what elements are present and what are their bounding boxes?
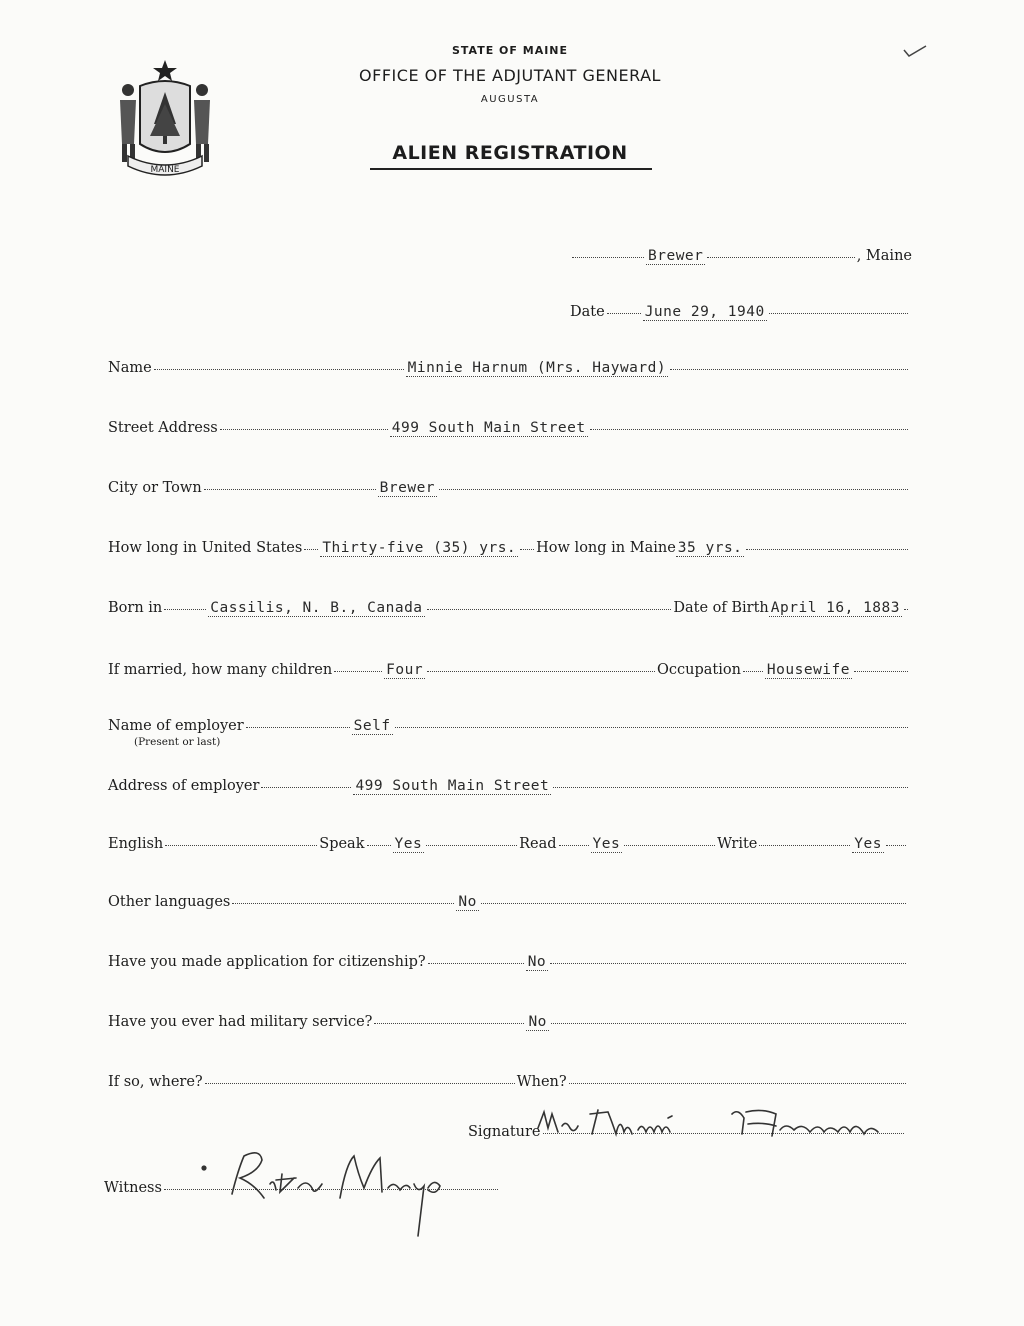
signature-label: Signature bbox=[468, 1124, 541, 1140]
military-row bbox=[108, 1014, 908, 1031]
born-value: Cassilis, N. B., Canada bbox=[210, 600, 423, 616]
military-label: Have you ever had military service? bbox=[108, 1014, 373, 1030]
english-read-label: Read bbox=[519, 836, 557, 852]
how-long-us-label: How long in United States bbox=[108, 540, 303, 556]
english-label: English bbox=[108, 836, 164, 852]
employer-row bbox=[108, 718, 910, 735]
place-suffix: , Maine bbox=[856, 248, 912, 264]
how-long-us-value: Thirty-five (35) yrs. bbox=[322, 540, 517, 556]
dob-value: April 16, 1883 bbox=[770, 600, 900, 616]
date-value: June 29, 1940 bbox=[644, 304, 765, 320]
svg-text:MAINE: MAINE bbox=[150, 165, 180, 175]
when-label: When? bbox=[516, 1074, 567, 1090]
header-city: AUGUSTA bbox=[480, 94, 540, 105]
employer-address-row bbox=[108, 778, 910, 795]
how-long-maine-value: 35 yrs. bbox=[677, 540, 743, 556]
witness-label: Witness bbox=[104, 1180, 162, 1196]
maine-state-seal bbox=[110, 52, 220, 182]
citizenship-row bbox=[108, 954, 908, 971]
date-row bbox=[570, 304, 910, 321]
english-speak-value: Yes bbox=[394, 836, 423, 852]
place-value: Brewer bbox=[648, 248, 704, 264]
born-label: Born in bbox=[108, 600, 163, 616]
employer-label: Name of employer bbox=[108, 718, 244, 734]
occupation-label: Occupation bbox=[656, 662, 741, 678]
street-label: Street Address bbox=[108, 420, 218, 436]
other-languages-value: No bbox=[458, 894, 477, 910]
citizenship-value: No bbox=[527, 954, 547, 970]
street-row bbox=[108, 420, 910, 437]
residence-duration-row bbox=[108, 540, 910, 557]
where-label: If so, where? bbox=[108, 1074, 203, 1090]
city-value: Brewer bbox=[379, 480, 436, 496]
english-write-label: Write bbox=[717, 836, 758, 852]
employer-address-label: Address of employer bbox=[108, 778, 260, 794]
title-underline bbox=[370, 168, 652, 170]
name-label: Name bbox=[108, 360, 152, 376]
place-row bbox=[570, 248, 912, 265]
english-write-value: Yes bbox=[854, 836, 882, 852]
employer-sublabel: (Present or last) bbox=[134, 736, 221, 748]
date-label: Date bbox=[570, 304, 605, 320]
citizenship-label: Have you made application for citizenship? bbox=[108, 954, 426, 970]
street-value: 499 South Main Street bbox=[391, 420, 586, 436]
how-long-maine-label: How long in Maine bbox=[536, 540, 676, 556]
city-row bbox=[108, 480, 910, 497]
children-label: If married, how many children bbox=[108, 662, 333, 678]
military-value: No bbox=[528, 1014, 547, 1030]
where-when-row bbox=[108, 1074, 908, 1090]
header-state: STATE OF MAINE bbox=[451, 44, 569, 57]
other-languages-row bbox=[108, 894, 908, 911]
english-read-value: Yes bbox=[592, 836, 621, 852]
children-occupation-row bbox=[108, 662, 910, 679]
name-value: Minnie Harnum (Mrs. Hayward) bbox=[407, 360, 667, 376]
signature-handwriting bbox=[532, 1104, 902, 1146]
employer-value: Self bbox=[353, 718, 391, 734]
occupation-value: Housewife bbox=[766, 662, 850, 678]
other-languages-label: Other languages bbox=[108, 894, 231, 910]
form-title: ALIEN REGISTRATION bbox=[392, 142, 628, 164]
birth-row bbox=[108, 600, 910, 617]
employer-address-value: 499 South Main Street bbox=[355, 778, 550, 794]
header-office: OFFICE OF THE ADJUTANT GENERAL bbox=[359, 66, 661, 85]
english-speak-label: Speak bbox=[319, 836, 365, 852]
witness-handwriting bbox=[196, 1144, 466, 1244]
check-mark bbox=[900, 42, 930, 62]
children-value: Four bbox=[386, 662, 424, 678]
dob-label: Date of Birth bbox=[673, 600, 769, 616]
name-row bbox=[108, 360, 910, 377]
english-row bbox=[108, 836, 908, 853]
city-label: City or Town bbox=[108, 480, 202, 496]
